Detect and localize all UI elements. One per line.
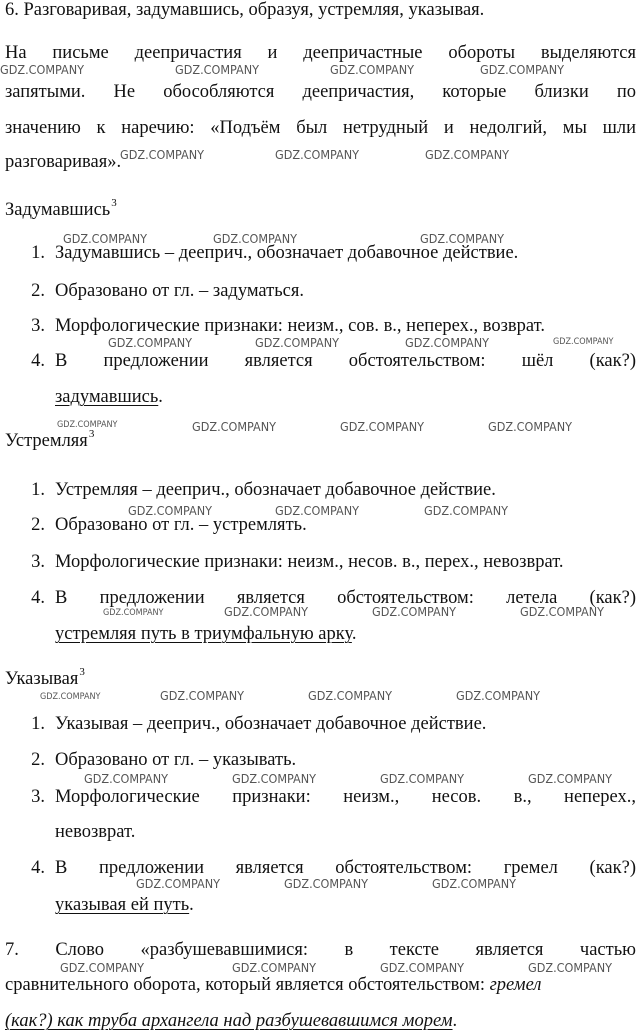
- watermark: GDZ.COMPANY: [424, 503, 509, 518]
- rule-paragraph-line-4: разговаривая».: [5, 152, 122, 172]
- list-number: 3.: [31, 316, 45, 336]
- watermark: GDZ.COMPANY: [136, 876, 221, 891]
- watermark: GDZ.COMPANY: [380, 960, 465, 975]
- list-item-continuation: невозврат.: [55, 822, 136, 842]
- rule-paragraph-line-2: запятыми. Не обособляются деепричастия, которые близки по: [5, 82, 636, 102]
- watermark: GDZ.COMPANY: [372, 604, 457, 619]
- underlined-phrase: задумавшись: [55, 387, 159, 407]
- list-item-continuation: [55, 895, 194, 916]
- task-6-line: 6. Разговаривая, задумавшись, образуя, устремляя, указывая.: [5, 0, 485, 20]
- list-item: Образовано от гл. – устремлять.: [55, 515, 307, 535]
- rule-paragraph-line-1: На письме деепричастия и деепричастные обороты выделяются: [5, 43, 636, 63]
- task-7-line-1: 7. Слово «разбушевавшимися: в тексте является частью: [5, 940, 636, 960]
- watermark: GDZ.COMPANY: [330, 62, 415, 77]
- footnote-mark: 3: [111, 197, 117, 209]
- list-item: В предложении является обстоятельством: летела (как?): [55, 588, 636, 608]
- list-item: Образовано от гл. – указывать.: [55, 750, 297, 770]
- watermark: GDZ.COMPANY: [213, 231, 298, 246]
- list-number: 2.: [31, 281, 45, 301]
- section-heading-zadumavshis: [5, 197, 117, 221]
- watermark: GDZ.COMPANY: [60, 960, 145, 975]
- underlined-phrase: устремляя путь в триумфальную арку: [55, 624, 352, 644]
- task-7-italic-word: гремел: [489, 975, 542, 995]
- footnote-mark: 3: [79, 666, 85, 678]
- list-item-continuation: [55, 624, 356, 645]
- task-7-line-2: [5, 975, 636, 996]
- period: .: [452, 1011, 458, 1031]
- watermark: GDZ.COMPANY: [432, 876, 517, 891]
- list-number: 1.: [31, 714, 45, 734]
- period: .: [189, 895, 194, 915]
- list-item-continuation: [55, 387, 163, 408]
- watermark: GDZ.COMPANY: [380, 771, 465, 786]
- period: .: [158, 387, 163, 407]
- watermark: GDZ.COMPANY: [232, 771, 317, 786]
- watermark: GDZ.COMPANY: [340, 419, 425, 434]
- watermark: GDZ.COMPANY: [480, 62, 565, 77]
- heading-text: Задумавшись: [5, 200, 111, 220]
- watermark: GDZ.COMPANY: [308, 688, 393, 703]
- period: .: [351, 624, 357, 644]
- watermark: GDZ.COMPANY: [160, 688, 245, 703]
- watermark: GDZ.COMPANY: [120, 147, 205, 162]
- watermark: GDZ.COMPANY: [275, 147, 360, 162]
- watermark: GDZ.COMPANY: [128, 503, 213, 518]
- list-item: Морфологические признаки: неизм., несов. в., неперех.,: [55, 787, 636, 807]
- list-item: В предложении является обстоятельством: гремел (как?): [55, 858, 636, 878]
- list-number: 4.: [31, 858, 45, 878]
- task-7-text: сравнительного оборота, который является обстоятельством:: [5, 975, 490, 995]
- list-number: 2.: [31, 750, 45, 770]
- watermark: GDZ.COMPANY: [456, 688, 541, 703]
- list-number: 3.: [31, 787, 45, 807]
- list-item: Устремляя – дееприч., обозначает добавочное действие.: [55, 480, 496, 500]
- underlined-italic-phrase: (как?) как труба архангела над разбушевавшимся морем: [5, 1011, 453, 1031]
- list-item: Задумавшись – дееприч., обозначает добавочное действие.: [55, 243, 519, 263]
- watermark: GDZ.COMPANY: [405, 335, 490, 350]
- list-number: 4.: [31, 588, 45, 608]
- list-number: 3.: [31, 552, 45, 572]
- list-item: В предложении является обстоятельством: шёл (как?): [55, 351, 636, 371]
- footnote-mark: 3: [88, 428, 95, 440]
- underlined-phrase: указывая ей путь: [55, 895, 190, 915]
- list-number: 4.: [31, 351, 45, 371]
- heading-text: Устремляя: [5, 431, 88, 451]
- watermark: GDZ.COMPANY: [528, 960, 613, 975]
- section-heading-ukazyvaya: [5, 666, 85, 690]
- watermark: GDZ.COMPANY: [57, 420, 118, 430]
- list-item: Указывая – дееприч., обозначает добавочное действие.: [55, 714, 487, 734]
- watermark: GDZ.COMPANY: [275, 503, 360, 518]
- heading-text: Указывая: [5, 669, 79, 689]
- list-item: Морфологические признаки: неизм., несов. в., перех., невозврат.: [55, 552, 564, 572]
- watermark: GDZ.COMPANY: [175, 62, 260, 77]
- watermark: GDZ.COMPANY: [108, 335, 193, 350]
- watermark: GDZ.COMPANY: [528, 771, 613, 786]
- list-number: 1.: [31, 243, 45, 263]
- list-number: 2.: [31, 515, 45, 535]
- watermark: GDZ.COMPANY: [63, 231, 148, 246]
- watermark: GDZ.COMPANY: [553, 337, 614, 347]
- watermark: GDZ.COMPANY: [420, 231, 505, 246]
- list-item: Морфологические признаки: неизм., сов. в., неперех., возврат.: [55, 316, 545, 336]
- list-number: 1.: [31, 480, 45, 500]
- watermark: GDZ.COMPANY: [255, 335, 340, 350]
- watermark: GDZ.COMPANY: [224, 604, 309, 619]
- watermark: GDZ.COMPANY: [232, 960, 317, 975]
- watermark: GDZ.COMPANY: [520, 604, 605, 619]
- watermark: GDZ.COMPANY: [284, 876, 369, 891]
- watermark: GDZ.COMPANY: [488, 419, 573, 434]
- watermark: GDZ.COMPANY: [192, 419, 277, 434]
- watermark: GDZ.COMPANY: [425, 147, 510, 162]
- watermark: GDZ.COMPANY: [103, 608, 164, 618]
- rule-paragraph-line-3: значению к наречию: «Подъём был нетрудный и недолгий, мы шли: [5, 118, 636, 138]
- section-heading-ustremlyaya: [5, 428, 95, 452]
- watermark: GDZ.COMPANY: [40, 692, 101, 702]
- list-item: Образовано от гл. – задуматься.: [55, 281, 305, 301]
- watermark: GDZ.COMPANY: [84, 771, 169, 786]
- watermark: GDZ.COMPANY: [0, 62, 85, 77]
- task-7-line-3: [5, 1011, 457, 1032]
